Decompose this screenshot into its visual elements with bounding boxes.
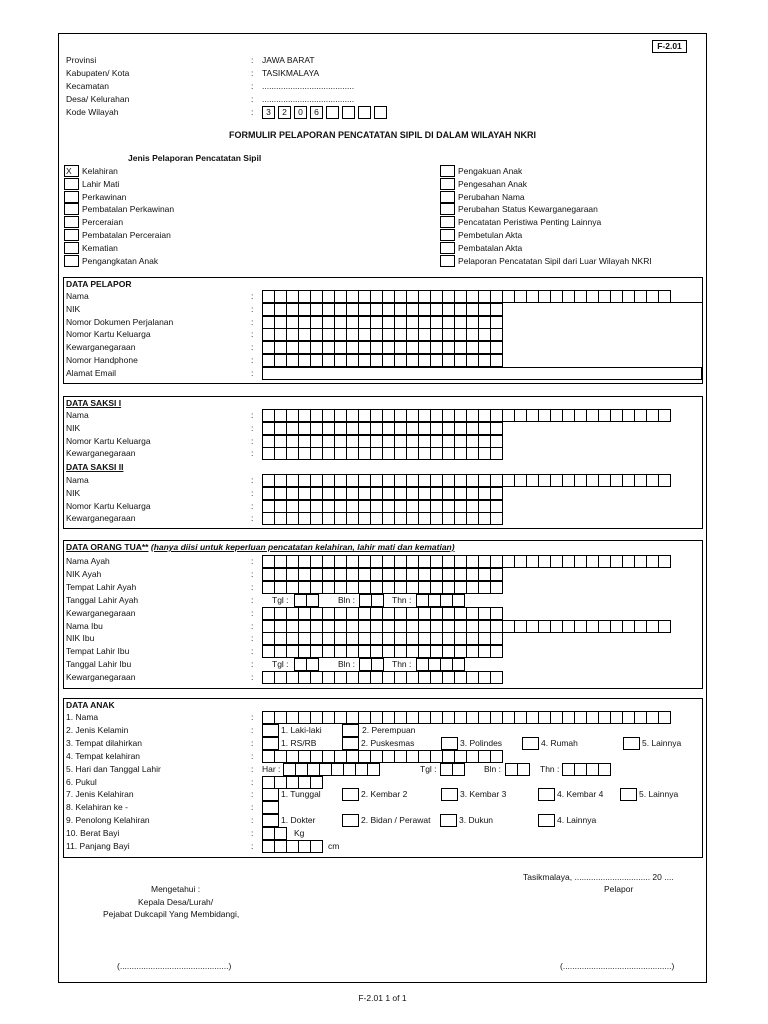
input-box[interactable]	[490, 341, 503, 354]
left-signature-line: (..............................................)	[117, 961, 232, 971]
orangtua-field-label: Nama Ayah	[66, 556, 110, 566]
option-box[interactable]	[262, 814, 279, 827]
option-label: 4. Lainnya	[557, 815, 597, 826]
bln-label: Bln :	[338, 659, 356, 670]
option-box[interactable]	[620, 788, 637, 801]
saksi2-input-boxes	[262, 500, 503, 513]
colon: :	[251, 763, 254, 774]
jenis-label: Perubahan Status Kewarganegaraan	[458, 204, 598, 215]
colon: :	[251, 607, 254, 618]
option-box[interactable]	[342, 737, 359, 750]
orangtua-heading-line	[66, 542, 455, 552]
input-box[interactable]	[490, 435, 503, 448]
option-label: 2. Perempuan	[362, 724, 416, 735]
colon: :	[251, 81, 254, 91]
kode-label: Kode Wilayah	[66, 107, 119, 117]
tgl-label: Tgl :	[272, 659, 289, 670]
option-box[interactable]	[538, 788, 555, 801]
colon: :	[251, 815, 254, 826]
jenis-checkbox[interactable]	[440, 191, 455, 203]
input-box[interactable]	[490, 316, 503, 329]
colon: :	[251, 802, 254, 813]
pelapor-input-boxes	[262, 316, 503, 329]
jenis-checkbox[interactable]	[440, 255, 455, 267]
anak-field-label: 4. Tempat kelahiran	[66, 750, 141, 761]
colon: :	[251, 329, 254, 340]
orangtua-field-label: NIK Ayah	[66, 568, 102, 579]
orangtua-note: (hanya diisi untuk keperluan pencatatan kelahiran, lahir mati dan kematian)	[150, 542, 455, 552]
right-signature-line: (..............................................)	[560, 961, 675, 971]
option-box[interactable]	[262, 788, 279, 801]
pelapor-field-label: Kewarganegaraan	[66, 342, 136, 353]
tgl-boxes	[294, 594, 319, 607]
kabupaten-value: TASIKMALAYA	[262, 68, 320, 78]
input-box[interactable]	[490, 581, 503, 594]
saksi1-field-label: Nama	[66, 410, 89, 420]
option-label: 5. Lainnya	[642, 737, 682, 748]
saksi2-field-label: NIK	[66, 487, 81, 498]
form-code: F-2.01	[657, 41, 682, 51]
colon: :	[251, 448, 254, 459]
thn-label: Thn :	[540, 763, 560, 774]
option-label: 4. Rumah	[541, 737, 578, 748]
colon: :	[251, 556, 254, 566]
input-box[interactable]	[658, 711, 671, 724]
input-box[interactable]	[274, 827, 287, 840]
input-box[interactable]	[490, 645, 503, 658]
orangtua-field-label: NIK Ibu	[66, 633, 95, 644]
anak-field-label: 7. Jenis Kelahiran	[66, 789, 134, 800]
orangtua-field-label: Kewarganegaraan	[66, 672, 136, 683]
colon: :	[251, 568, 254, 579]
nama-anak-boxes	[262, 711, 671, 724]
option-box[interactable]	[441, 737, 458, 750]
saksi2-input-boxes	[262, 474, 671, 487]
thn-boxes	[562, 763, 611, 776]
tgl-boxes	[294, 658, 319, 671]
option-label: 1. Tunggal	[281, 789, 321, 800]
jenis-checkbox[interactable]	[64, 178, 79, 190]
input-box[interactable]	[490, 671, 503, 684]
jenis-checkbox[interactable]	[64, 203, 79, 215]
option-label: 2. Bidan / Perawat	[361, 815, 431, 826]
colon: :	[251, 422, 254, 433]
colon: :	[251, 291, 254, 301]
jenis-label: Pembatalan Perkawinan	[82, 204, 175, 215]
kg-label: Kg	[294, 828, 305, 839]
anak-field-label: 6. Pukul	[66, 776, 97, 787]
jenis-label: Kematian	[82, 242, 118, 253]
tgl-label: Tgl :	[272, 594, 289, 605]
jenis-checkbox[interactable]	[440, 165, 455, 177]
input-box[interactable]	[490, 568, 503, 581]
input-box[interactable]	[452, 763, 465, 776]
option-box[interactable]	[441, 788, 458, 801]
kode-digit[interactable]	[374, 106, 387, 119]
option-box[interactable]	[440, 814, 457, 827]
pelapor-input-boxes	[262, 303, 503, 316]
colon: :	[251, 487, 254, 498]
thn-label: Thn :	[392, 659, 412, 670]
anak-field-label: 10. Berat Bayi	[66, 828, 120, 839]
pelapor-label: Pelapor	[604, 884, 634, 894]
option-box[interactable]	[623, 737, 640, 750]
input-box[interactable]	[598, 763, 611, 776]
kode-digit[interactable]: 2	[278, 106, 291, 119]
provinsi-value: JAWA BARAT	[262, 55, 315, 65]
input-box[interactable]	[658, 620, 671, 633]
saksi1-heading: DATA SAKSI I	[66, 398, 122, 408]
option-box[interactable]	[342, 788, 359, 801]
option-label: 3. Dukun	[459, 815, 494, 826]
saksi1-field-label: Nomor Kartu Keluarga	[66, 435, 151, 446]
input-box[interactable]	[490, 512, 503, 525]
place-date: Tasikmalaya, ................................ 20 ....	[523, 872, 674, 882]
jenis-checkbox[interactable]	[440, 203, 455, 215]
hari-label: Har :	[262, 763, 281, 774]
thn-boxes	[416, 658, 465, 671]
colon: :	[251, 620, 254, 631]
orangtua-field-label: Tempat Lahir Ayah	[66, 581, 137, 592]
colon: :	[251, 789, 254, 800]
jenis-checkbox[interactable]	[64, 242, 79, 254]
jenis-checkbox[interactable]	[440, 229, 455, 241]
pelapor-input-boxes	[262, 354, 503, 367]
mengetahui-label: Mengetahui :	[151, 884, 201, 894]
pukul-boxes	[262, 776, 323, 789]
jenis-label: Pengesahan Anak	[458, 178, 528, 189]
jenis-checkbox[interactable]	[440, 242, 455, 254]
saksi2-heading: DATA SAKSI II	[66, 462, 124, 472]
jenis-label: Lahir Mati	[82, 178, 120, 189]
colon: :	[251, 737, 254, 748]
colon: :	[251, 410, 254, 420]
option-box[interactable]	[262, 724, 279, 737]
orangtua-input-boxes	[262, 568, 503, 581]
colon: :	[251, 724, 254, 735]
saksi1-input-boxes	[262, 447, 503, 460]
anak-field-label: 8. Kelahiran ke -	[66, 802, 128, 813]
jenis-checkbox[interactable]	[64, 165, 79, 177]
kelahiran-ke-box[interactable]	[262, 801, 279, 814]
kecamatan-label: Kecamatan	[66, 81, 109, 91]
input-box[interactable]	[490, 487, 503, 500]
bln-label: Bln :	[338, 594, 356, 605]
jenis-label: Pembatalan Akta	[458, 242, 523, 253]
input-box[interactable]	[452, 594, 465, 607]
tempat-kelahiran-boxes	[262, 750, 503, 763]
colon: :	[251, 513, 254, 524]
colon: :	[251, 55, 254, 65]
pelapor-field-label: Nomor Kartu Keluarga	[66, 329, 151, 340]
saksi1-field-label: Kewarganegaraan	[66, 448, 136, 459]
input-box[interactable]	[371, 594, 384, 607]
jenis-label: Pembatalan Perceraian	[82, 230, 171, 240]
orangtua-input-boxes	[262, 581, 503, 594]
input-box[interactable]	[490, 354, 503, 367]
colon: :	[251, 828, 254, 839]
desa-value: .......................................	[262, 94, 355, 104]
jenis-checkbox[interactable]	[440, 216, 455, 228]
input-box[interactable]	[658, 474, 671, 487]
jenis-label: Pengakuan Anak	[458, 166, 523, 176]
jenis-label: Pembetulan Akta	[458, 230, 523, 240]
orangtua-input-boxes	[262, 620, 671, 633]
input-box[interactable]	[490, 303, 503, 316]
jenis-label: Pencatatan Peristiwa Penting Lainnya	[458, 217, 602, 228]
bln-boxes	[505, 763, 530, 776]
pelapor-field-label: NIK	[66, 303, 81, 314]
jenis-checkbox[interactable]	[64, 255, 79, 267]
option-label: 2. Puskesmas	[361, 737, 415, 748]
input-box[interactable]	[371, 658, 384, 671]
input-box[interactable]	[310, 840, 323, 853]
tgl-boxes	[440, 763, 465, 776]
anak-field-label: 5. Hari dan Tanggal Lahir	[66, 763, 161, 774]
colon: :	[251, 581, 254, 592]
anak-field-label: 2. Jenis Kelamin	[66, 724, 129, 735]
jenis-checkbox[interactable]	[64, 191, 79, 203]
jenis-label: Perubahan Nama	[458, 191, 525, 202]
colon: :	[251, 68, 254, 78]
form-title: FORMULIR PELAPORAN PENCATATAN SIPIL DI DALAM WILAYAH NKRI	[228, 130, 536, 140]
orangtua-input-boxes	[262, 632, 503, 645]
kode-digit[interactable]: 0	[294, 106, 307, 119]
kabupaten-label: Kabupaten/ Kota	[66, 68, 130, 78]
option-box[interactable]	[342, 814, 359, 827]
colon: :	[251, 107, 254, 117]
bln-boxes	[359, 658, 384, 671]
desa-label: Desa/ Kelurahan	[66, 94, 130, 104]
jenis-label: Pengangkatan Anak	[82, 255, 159, 266]
input-box[interactable]	[306, 658, 319, 671]
colon: :	[251, 355, 254, 365]
orangtua-field-label: Tanggal Lahir Ibu	[66, 659, 132, 670]
colon: :	[251, 367, 254, 378]
pelapor-field-label: Nomor Handphone	[66, 355, 138, 365]
panjang-boxes	[262, 840, 323, 853]
option-box[interactable]	[342, 724, 359, 737]
anak-field-label: 1. Nama	[66, 712, 99, 722]
option-label: 1. RS/RB	[281, 737, 317, 748]
provinsi-label: Provinsi	[66, 55, 97, 65]
kode-wilayah-boxes	[262, 106, 387, 119]
jenis-label: Perkawinan	[82, 191, 127, 202]
input-box[interactable]	[490, 422, 503, 435]
anak-field-label: 3. Tempat dilahirkan	[66, 737, 142, 748]
option-label: 1. Dokter	[281, 815, 316, 826]
input-box[interactable]	[367, 763, 380, 776]
colon: :	[251, 841, 254, 851]
option-label: 1. Laki-laki	[281, 724, 322, 735]
saksi1-input-boxes	[262, 422, 503, 435]
option-label: 4. Kembar 4	[557, 789, 604, 800]
anak-field-label: 9. Penolong Kelahiran	[66, 815, 150, 826]
option-label: 2. Kembar 2	[361, 789, 408, 800]
input-box[interactable]	[490, 750, 503, 763]
option-box[interactable]	[522, 737, 539, 750]
cm-label: cm	[328, 841, 340, 851]
check-mark: X	[66, 166, 72, 176]
colon: :	[251, 712, 254, 722]
pejabat-label: Pejabat Dukcapil Yang Membidangi,	[103, 909, 240, 919]
colon: :	[251, 342, 254, 353]
input-box[interactable]	[490, 328, 503, 341]
jenis-label: Pelaporan Pencatatan Sipil dari Luar Wilayah NKRI	[458, 255, 652, 266]
jenis-checkbox[interactable]	[64, 216, 79, 228]
thn-label: Thn :	[392, 594, 412, 605]
input-box[interactable]	[658, 409, 671, 422]
jenis-checkbox[interactable]	[440, 178, 455, 190]
page-footer: F-2.01 1 of 1	[358, 993, 407, 1003]
saksi2-field-label: Nomor Kartu Keluarga	[66, 500, 151, 511]
orangtua-input-boxes	[262, 671, 503, 684]
saksi2-input-boxes	[262, 512, 503, 525]
jenis-label: Kelahiran	[82, 166, 118, 176]
orangtua-field-label: Kewarganegaraan	[66, 607, 136, 618]
orangtua-heading: DATA ORANG TUA**	[66, 542, 149, 552]
input-box[interactable]	[490, 447, 503, 460]
pelapor-field-label: Nomor Dokumen Perjalanan	[66, 316, 174, 327]
colon: :	[251, 316, 254, 327]
kecamatan-value: .......................................	[262, 81, 355, 91]
pelapor-heading: DATA PELAPOR	[66, 279, 132, 289]
input-box[interactable]	[306, 594, 319, 607]
saksi2-field-label: Kewarganegaraan	[66, 513, 136, 524]
kode-digit[interactable]	[358, 106, 371, 119]
colon: :	[251, 435, 254, 446]
colon: :	[251, 646, 254, 657]
anak-field-label: 11. Panjang Bayi	[66, 841, 130, 851]
option-box[interactable]	[262, 737, 279, 750]
input-box[interactable]	[490, 607, 503, 620]
kode-digit[interactable]: 3	[262, 106, 275, 119]
input-box[interactable]	[490, 632, 503, 645]
bln-boxes	[359, 594, 384, 607]
colon: :	[251, 672, 254, 683]
pelapor-field-label: Nama	[66, 291, 89, 301]
berat-boxes	[262, 827, 287, 840]
input-box[interactable]	[452, 658, 465, 671]
option-label: 5. Lainnya	[639, 789, 679, 800]
saksi2-input-boxes	[262, 487, 503, 500]
colon: :	[251, 94, 254, 104]
saksi2-field-label: Nama	[66, 475, 89, 485]
input-box[interactable]	[658, 555, 671, 568]
saksi1-field-label: NIK	[66, 422, 81, 433]
orangtua-input-boxes	[262, 607, 503, 620]
input-box[interactable]	[310, 776, 323, 789]
pelapor-input-boxes	[262, 341, 503, 354]
colon: :	[251, 776, 254, 787]
divider	[520, 302, 702, 303]
saksi1-input-boxes	[262, 409, 671, 422]
option-box[interactable]	[538, 814, 555, 827]
orangtua-field-label: Tempat Lahir Ibu	[66, 646, 130, 657]
bln-label: Bln :	[484, 763, 502, 774]
anak-heading: DATA ANAK	[66, 700, 115, 710]
colon: :	[251, 500, 254, 511]
kode-digit[interactable]	[342, 106, 355, 119]
email-input[interactable]	[262, 367, 702, 380]
option-label: 3. Kembar 3	[460, 789, 507, 800]
option-label: 3. Polindes	[460, 737, 503, 748]
thn-boxes	[416, 594, 465, 607]
colon: :	[251, 594, 254, 605]
colon: :	[251, 659, 254, 670]
pelapor-input-boxes	[262, 328, 503, 341]
jenis-checkbox[interactable]	[64, 229, 79, 241]
saksi1-input-boxes	[262, 435, 503, 448]
colon: :	[251, 475, 254, 485]
orangtua-field-label: Nama Ibu	[66, 620, 103, 631]
hari-boxes	[283, 763, 380, 776]
orangtua-field-label: Tanggal Lahir Ayah	[66, 594, 139, 605]
tgl-label: Tgl :	[420, 763, 437, 774]
jenis-heading: Jenis Pelaporan Pencatatan Sipil	[128, 153, 262, 163]
input-box[interactable]	[490, 500, 503, 513]
orangtua-input-boxes	[262, 555, 671, 568]
kode-digit[interactable]: 6	[310, 106, 323, 119]
kode-digit[interactable]	[326, 106, 339, 119]
pelapor-field-label: Alamat Email	[66, 367, 117, 378]
orangtua-input-boxes	[262, 645, 503, 658]
colon: :	[251, 303, 254, 314]
input-box[interactable]	[517, 763, 530, 776]
colon: :	[251, 633, 254, 644]
jenis-label: Perceraian	[82, 217, 124, 228]
colon: :	[251, 750, 254, 761]
kepala-label: Kepala Desa/Lurah/	[138, 897, 214, 907]
